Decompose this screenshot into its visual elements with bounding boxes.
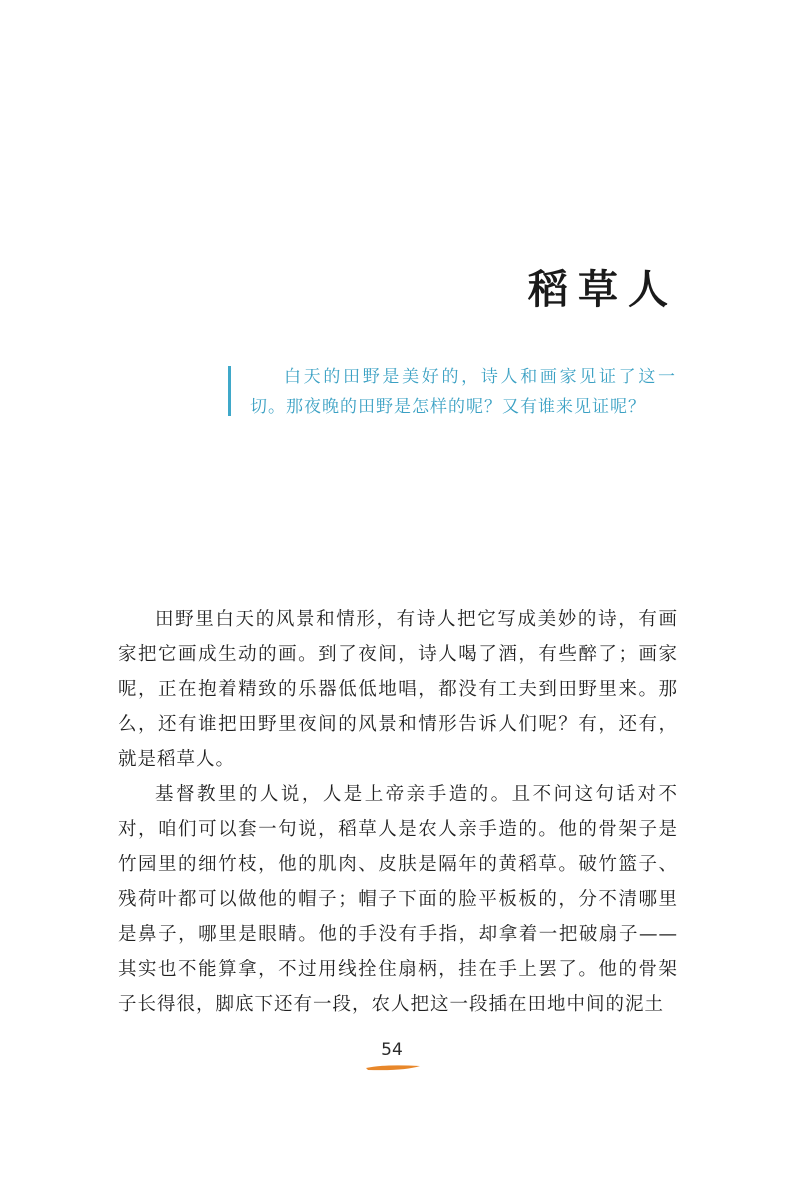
- body-text: [118, 602, 678, 1022]
- page-number-swoosh-icon: [364, 1062, 422, 1072]
- intro-text: 白天的田野是美好的，诗人和画家见证了这一切。那夜晚的田野是怎样的呢？又有谁来见证呢？: [250, 367, 676, 417]
- chapter-title: 稻草人: [528, 267, 678, 313]
- intro-accent-bar: [228, 366, 231, 416]
- paragraph: 基督教里的人说，人是上帝亲手造的。且不问这句话对不对，咱们可以套一句说，稻草人是农人亲手造的。他的骨架子是竹园里的细竹枝，他的肌肉、皮肤是隔年的黄稻草。破竹篮子、残荷叶都可以做他的帽子；帽子下面的脸平板板的，分不清哪里是鼻子，哪里是眼睛。他的手没有手指，却拿着一把破扇子——其实也不能算拿，不过用线拴住扇柄，挂在手上罢了。他的骨架子长得很，脚底下还有一段，农人把这一段插在田地中间的泥土: [118, 784, 678, 1015]
- page-number: 54: [381, 1040, 403, 1060]
- paragraph: 田野里白天的风景和情形，有诗人把它写成美妙的诗，有画家把它画成生动的画。到了夜间，诗人喝了酒，有些醉了；画家呢，正在抱着精致的乐器低低地唱，都没有工夫到田野里来。那么，还有谁把田野里夜间的风景和情形告诉人们呢？有，还有，就是稻草人。: [118, 609, 678, 770]
